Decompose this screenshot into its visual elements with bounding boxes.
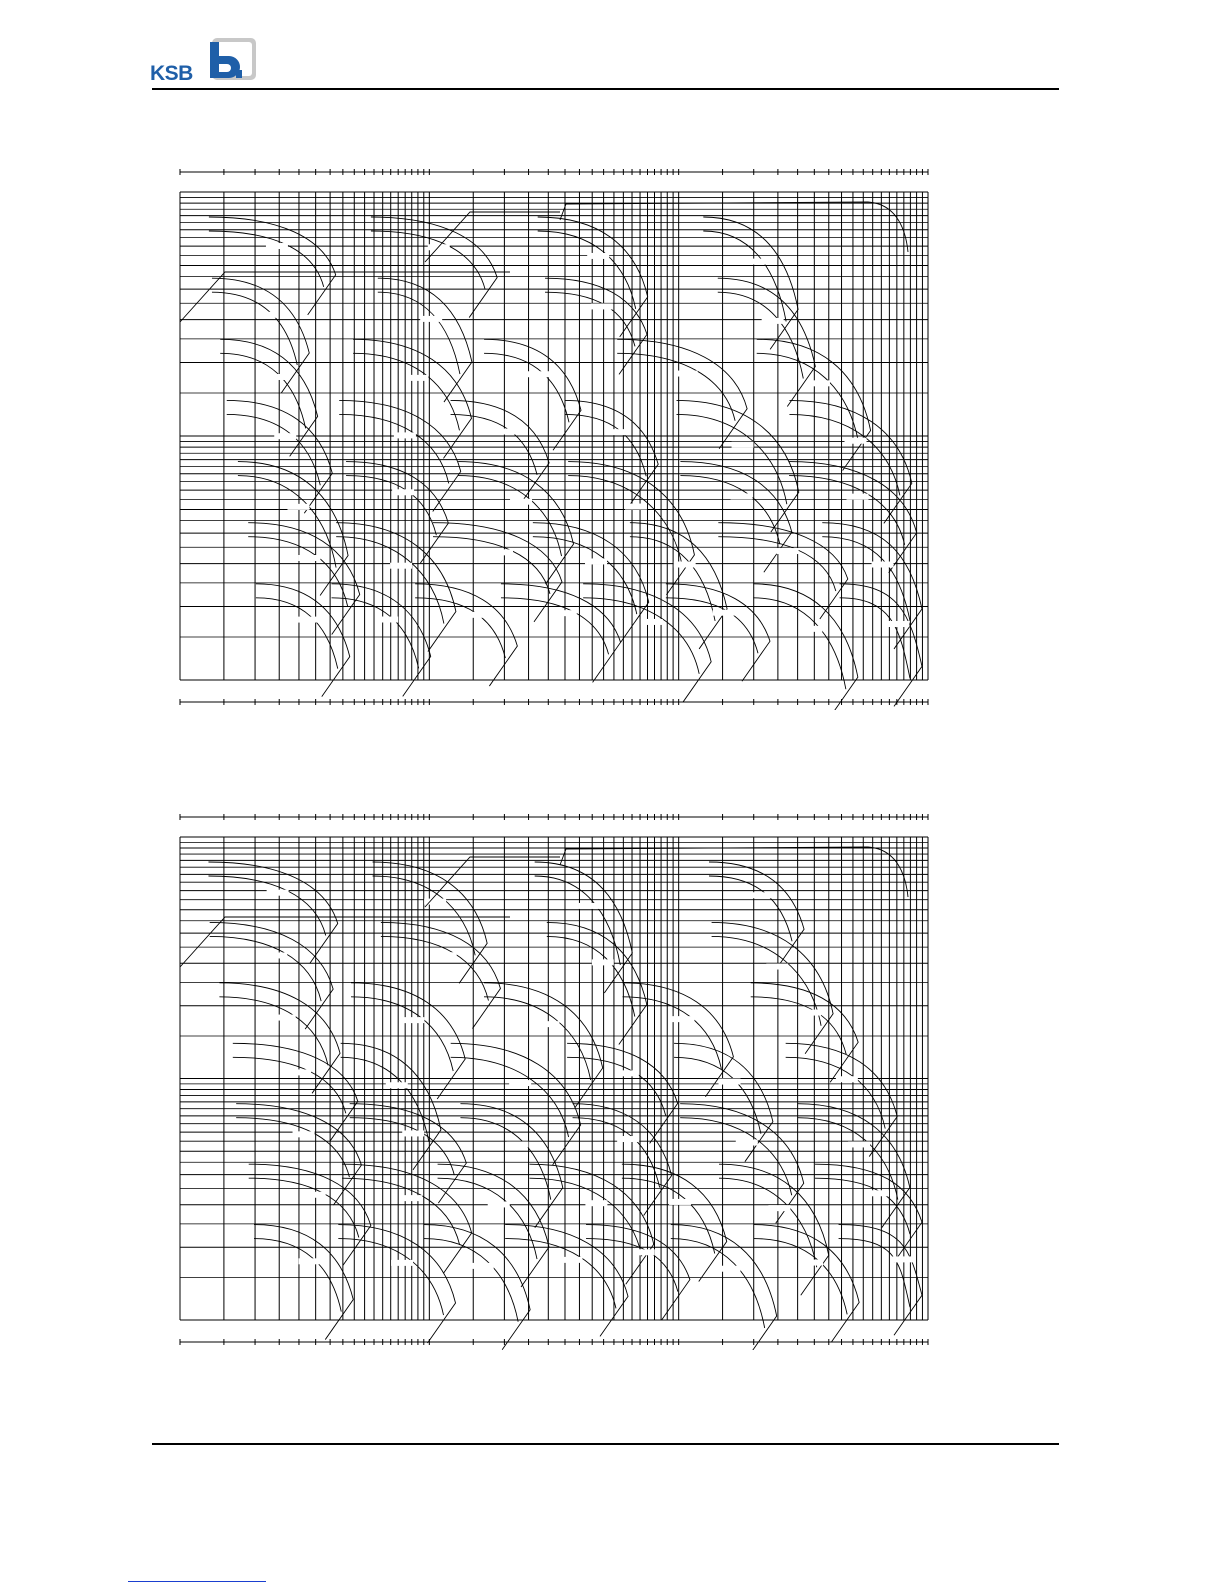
curve-label-gap (537, 1021, 559, 1027)
curve-label-gap (846, 494, 868, 500)
curve-label-gap (287, 504, 309, 510)
curve-label-gap (560, 1257, 582, 1263)
curve-label-gap (289, 1069, 311, 1075)
curve-label-gap (400, 1195, 422, 1201)
curve-label-gap (836, 1076, 858, 1082)
performance-curve (353, 339, 471, 458)
curve-label-gap (799, 1010, 821, 1016)
curve-label-gap (509, 1080, 531, 1086)
curve-label-gap (298, 617, 320, 623)
curve-label-gap (762, 318, 784, 324)
footer-rule (152, 1443, 1059, 1445)
ksb-b-logo-icon (206, 36, 260, 86)
curve-label-gap (674, 562, 696, 568)
performance-curve (718, 278, 816, 406)
curve-label-gap (777, 548, 799, 554)
performance-curve (712, 922, 834, 1053)
curve-label-gap (391, 1260, 413, 1266)
performance-curve (709, 862, 804, 969)
envelope-curve (425, 212, 560, 262)
curve-label-gap (672, 1016, 694, 1022)
curve-label-gap (386, 1082, 408, 1088)
curve-label-gap (585, 558, 607, 564)
curve-label-gap (676, 371, 698, 377)
curve-label-gap (293, 1131, 315, 1137)
performance-curve (351, 983, 465, 1099)
performance-curve (617, 339, 747, 448)
performance-curve (378, 278, 472, 402)
curve-label-gap (591, 303, 613, 309)
curve-label-gap (768, 1205, 790, 1211)
performance-curve (381, 922, 501, 1028)
curve-label-gap (633, 1249, 655, 1255)
performance-curve (623, 983, 734, 1097)
curve-label-gap (256, 312, 278, 318)
performance-chart-top (176, 160, 936, 710)
curve-label-gap (718, 1266, 740, 1272)
curve-label-gap (617, 1070, 639, 1076)
performance-curve (350, 1104, 467, 1203)
curve-label-gap (872, 562, 894, 568)
curve-label-gap (488, 1201, 510, 1207)
performance-curve (622, 1164, 727, 1281)
curve-label-gap (800, 626, 822, 632)
curve-label-gap (420, 316, 442, 322)
curve-label-gap (719, 1079, 741, 1085)
curve-label-gap (390, 563, 412, 569)
performance-curve (254, 1225, 353, 1340)
performance-curve (839, 1225, 922, 1336)
curve-label-gap (555, 610, 577, 616)
curve-label-gap (848, 1141, 870, 1147)
performance-curve (754, 1225, 860, 1343)
curve-label-gap (298, 555, 320, 561)
curve-label-gap (746, 259, 768, 265)
performance-curve (680, 462, 791, 573)
curve-label-gap (394, 432, 416, 438)
performance-curve (458, 462, 573, 584)
curve-label-gap (625, 504, 647, 510)
curve-label-gap (845, 438, 867, 444)
curve-label-gap (267, 890, 289, 896)
performance-chart-bottom-svg (176, 805, 936, 1350)
footer-link-underline[interactable] (128, 1581, 266, 1582)
curve-label-gap (266, 243, 288, 249)
performance-curve (249, 1164, 371, 1265)
curve-label-gap (402, 1130, 424, 1136)
performance-curve (371, 217, 497, 318)
performance-curve (210, 922, 333, 1029)
performance-curve (751, 983, 858, 1082)
performance-curve (424, 1225, 530, 1350)
curve-label-gap (472, 1263, 494, 1269)
performance-curve (753, 584, 858, 710)
performance-curve (573, 1104, 672, 1216)
curve-label-gap (732, 442, 754, 448)
curve-label-gap (867, 1190, 889, 1196)
performance-chart-bottom (176, 805, 936, 1350)
curve-label-gap (713, 610, 735, 616)
performance-curve (822, 523, 922, 649)
curve-label-gap (264, 374, 286, 380)
performance-curve (338, 1225, 455, 1343)
curve-label-gap (887, 621, 909, 627)
curve-label-gap (376, 616, 398, 622)
curve-label-gap (495, 429, 517, 435)
curve-label-gap (579, 903, 601, 909)
curve-label-gap (892, 1256, 914, 1262)
curve-label-gap (585, 1200, 607, 1206)
curve-label-gap (507, 1142, 529, 1148)
envelope-curve (180, 917, 510, 967)
curve-label-gap (402, 1017, 424, 1023)
curve-label-gap (617, 1136, 639, 1142)
curve-label-gap (299, 1258, 321, 1264)
performance-chart-top-svg (176, 160, 936, 710)
performance-curve (208, 862, 337, 964)
ksb-logo (150, 36, 260, 86)
performance-curve (212, 278, 309, 393)
curve-label-gap (587, 253, 609, 259)
curve-label-gap (461, 612, 483, 618)
performance-curve (219, 983, 340, 1093)
curve-label-gap (766, 964, 788, 970)
performance-curve (840, 584, 922, 707)
curve-label-gap (592, 959, 614, 965)
curve-label-gap (641, 619, 663, 625)
curve-label-gap (406, 375, 428, 381)
curve-label-gap (304, 1192, 326, 1198)
performance-curve (220, 339, 317, 456)
performance-curve (346, 462, 448, 564)
envelope-curve (560, 847, 908, 897)
curve-label-gap (392, 489, 414, 495)
performance-curve (451, 400, 550, 502)
performance-curve (674, 1043, 773, 1161)
curve-label-gap (669, 1199, 691, 1205)
curve-label-gap (510, 499, 532, 505)
curve-label-gap (808, 380, 830, 386)
curve-label-gap (736, 1140, 758, 1146)
curve-label-gap (274, 1015, 296, 1021)
curve-label-gap (731, 493, 753, 499)
curve-label-gap (435, 952, 457, 958)
performance-curve (671, 1225, 777, 1350)
performance-curve (565, 400, 658, 504)
curve-label-gap (752, 892, 774, 898)
curve-label-gap (265, 952, 287, 958)
curve-label-gap (491, 549, 513, 555)
ksb-logo-text: KSB (150, 62, 193, 85)
curve-label-gap (274, 433, 296, 439)
performance-curve (719, 1164, 829, 1295)
performance-curve (233, 1043, 358, 1141)
performance-curve (415, 584, 517, 686)
performance-curve (460, 1104, 562, 1228)
header-rule (152, 88, 1059, 90)
performance-curve (666, 584, 770, 681)
curve-label-gap (607, 429, 629, 435)
performance-curve (342, 1164, 472, 1273)
curve-label-gap (801, 1260, 823, 1266)
curve-label-gap (528, 371, 550, 377)
